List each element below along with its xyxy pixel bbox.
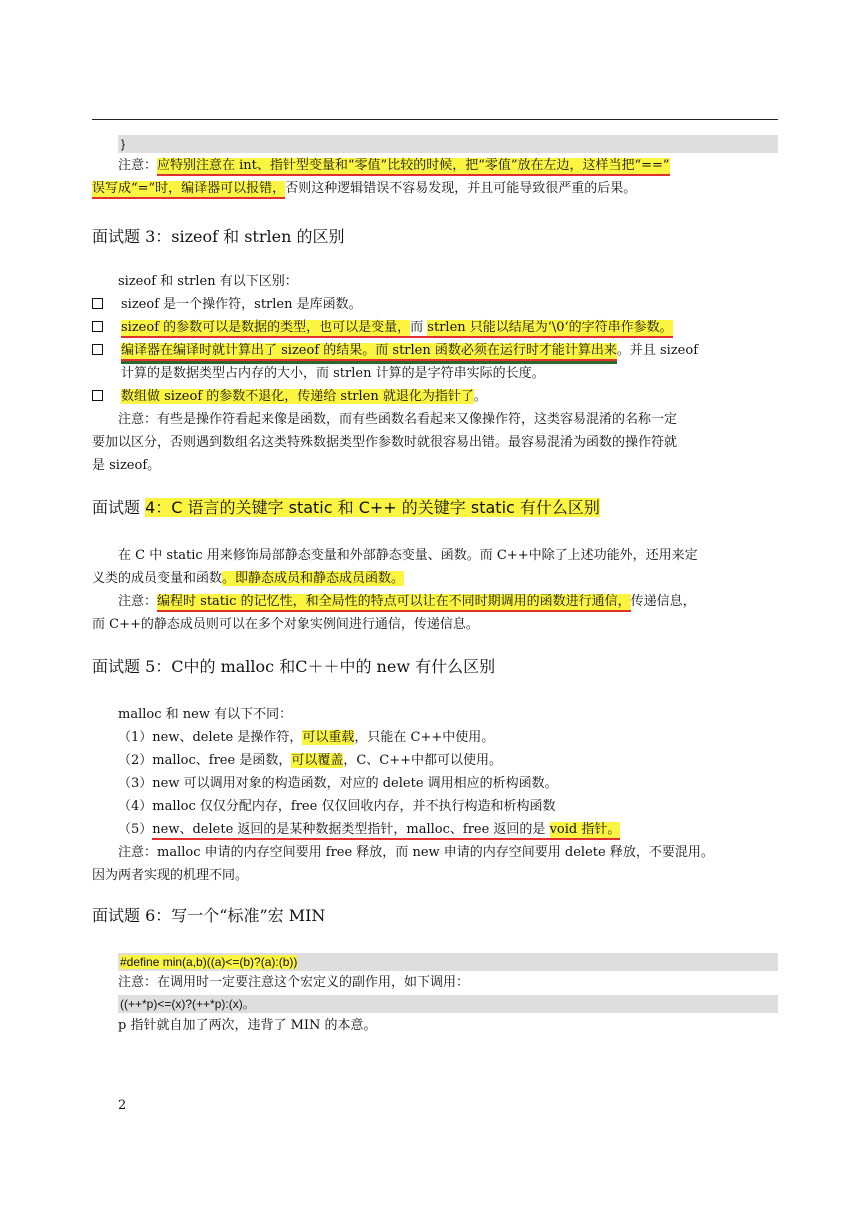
q4-para-line1: 在 C 中 static 用来修饰局部静态变量和外部静态变量、函数。而 C++中除了上述功能外，还用来定 bbox=[118, 548, 698, 563]
checkbox-icon bbox=[92, 298, 103, 309]
q3-title: 面试题 3：sizeof 和 strlen 的区别 bbox=[92, 227, 345, 246]
checkbox-icon bbox=[92, 321, 103, 332]
q5-item-1 bbox=[118, 729, 494, 747]
note1-line1 bbox=[118, 157, 670, 175]
q4-title bbox=[92, 497, 600, 519]
q6-code-define: #define min(a,b)((a)<=(b)?(a):(b)) bbox=[120, 955, 298, 969]
q3-note-line3: 是 sizeof。 bbox=[92, 458, 161, 473]
q3-note-line1: 注意：有些是操作符看起来像是函数，而有些函数名看起来又像操作符，这类容易混淆的名称一定 bbox=[118, 412, 678, 427]
note1-highlight-1: 应特别注意在 int、指针型变量和“零值”比较的时候，把“零值”放在左边，这样当把“==” bbox=[157, 158, 670, 176]
q3-bullet-4 bbox=[92, 388, 487, 406]
q6-code-line2: ((++*p)<=(x)?(++*p):(x)。 bbox=[120, 997, 255, 1011]
q3-bullet-1-text: sizeof 是一个操作符，strlen 是库函数。 bbox=[121, 297, 362, 312]
q3-bullet-2 bbox=[92, 319, 673, 337]
q5-item-1-highlight: 可以重载 bbox=[302, 730, 355, 745]
q5-item-2 bbox=[118, 752, 502, 770]
header-rule bbox=[92, 119, 778, 120]
q5-item-3: （3）new 可以调用对象的构造函数，对应的 delete 调用相应的析构函数。 bbox=[118, 776, 558, 791]
code-block-bg bbox=[118, 135, 778, 153]
q5-item-2-a: （2）malloc、free 是函数， bbox=[118, 753, 292, 768]
q3-bullet-1 bbox=[92, 296, 362, 314]
q4-note-line1 bbox=[118, 593, 696, 611]
q5-item-4: （4）malloc 仅仅分配内存，free 仅仅回收内存，并不执行构造和析构函数 bbox=[118, 799, 556, 814]
q4-note-highlight: 编程时 static 的记忆性，和全局性的特点可以让在不同时期调用的函数进行通信， bbox=[157, 594, 631, 612]
q3-bullet-3 bbox=[92, 342, 698, 360]
q5-item-1-a: （1）new、delete 是操作符， bbox=[118, 730, 303, 745]
q3-bullet-4-rest: 。 bbox=[473, 389, 487, 404]
q3-bullet-4-highlight: 数组做 sizeof 的参数不退化，传递给 strlen 就退化为指针了 bbox=[121, 389, 474, 404]
page-number: 2 bbox=[118, 1098, 127, 1113]
q3-bullet-3-rest: 。并且 sizeof bbox=[616, 343, 699, 358]
q4-note-prefix: 注意： bbox=[118, 594, 158, 609]
q5-item-5-underlined: new、delete 返回的是某种数据类型指针，malloc、free 返回的是 bbox=[152, 822, 549, 840]
note1-highlight-2: 误写成“=”时，编译器可以报错， bbox=[92, 181, 285, 199]
q5-title: 面试题 5：C中的 malloc 和C＋＋中的 new 有什么区别 bbox=[92, 657, 496, 676]
checkbox-icon bbox=[92, 344, 103, 355]
q5-intro: malloc 和 new 有以下不同： bbox=[118, 707, 293, 722]
q6-title: 面试题 6：写一个“标准”宏 MIN bbox=[92, 906, 326, 925]
q3-bullet-3-line2: 计算的是数据类型占内存的大小，而 strlen 计算的是字符串实际的长度。 bbox=[121, 366, 545, 381]
note1-prefix: 注意： bbox=[118, 158, 158, 173]
q4-note-line2: 而 C++的静态成员则可以在多个对象实例间进行通信，传递信息。 bbox=[92, 617, 479, 632]
q4-para-line2 bbox=[92, 570, 404, 588]
note1-rest: 否则这种逻辑错误不容易发现，并且可能导致很严重的后果。 bbox=[285, 181, 637, 196]
q4-title-prefix: 面试题 bbox=[92, 498, 146, 517]
q3-intro: sizeof 和 strlen 有以下区别： bbox=[118, 274, 298, 289]
q5-item-2-b: ，C、C++中都可以使用。 bbox=[343, 753, 503, 768]
q5-note-line2: 因为两者实现的机理不同。 bbox=[92, 868, 249, 883]
code-close-brace: } bbox=[121, 137, 126, 151]
note1-line2 bbox=[92, 180, 636, 198]
q3-bullet-2-highlight-b: strlen 只能以结尾为‘\0‘的字符串作参数。 bbox=[427, 320, 672, 338]
q3-note-line2: 要加以区分，否则遇到数组名这类特殊数据类型作参数时就很容易出错。最容易混淆为函数的操作符就 bbox=[92, 435, 678, 450]
q4-para-line2-a: 义类的成员变量和函数 bbox=[92, 571, 223, 586]
q5-item-5 bbox=[118, 821, 620, 839]
q3-bullet-2-mid: 而 bbox=[410, 320, 427, 338]
q6-note: 注意：在调用时一定要注意这个宏定义的副作用，如下调用： bbox=[118, 975, 470, 990]
q5-item-5-highlight: void 指针。 bbox=[550, 822, 621, 840]
q4-note-rest: 传递信息， bbox=[630, 594, 696, 609]
q4-para-line2-highlight: 。即静态成员和静态成员函数。 bbox=[222, 571, 405, 586]
q3-bullet-2-highlight-a: sizeof 的参数可以是数据的类型，也可以是变量， bbox=[121, 320, 410, 338]
q5-note-line1: 注意：malloc 申请的内存空间要用 free 释放，而 new 申请的内存空间要用 delete 释放，不要混用。 bbox=[118, 845, 714, 860]
checkbox-icon bbox=[92, 390, 103, 401]
q6-tail: p 指针就自加了两次，违背了 MIN 的本意。 bbox=[118, 1018, 377, 1033]
q5-item-2-highlight: 可以覆盖 bbox=[291, 753, 344, 768]
q3-bullet-3-highlight: 编译器在编译时就计算出了 sizeof 的结果。而 strlen 函数必须在运行时才能计算出来 bbox=[121, 343, 617, 361]
q6-code-line1 bbox=[120, 953, 297, 971]
q4-title-highlight: 4：C 语言的关键字 static 和 C++ 的关键字 static 有什么区别 bbox=[145, 498, 600, 517]
q5-item-1-b: ，只能在 C++中使用。 bbox=[354, 730, 495, 745]
q5-item-5-a: （5） bbox=[118, 822, 153, 837]
